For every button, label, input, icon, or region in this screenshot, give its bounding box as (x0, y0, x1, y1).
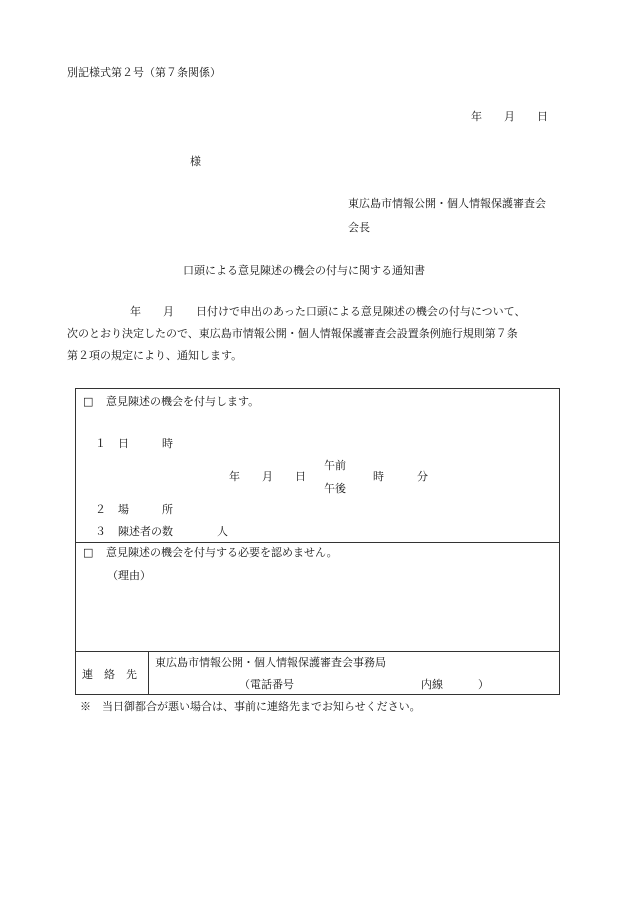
row-divider-grant (76, 542, 559, 543)
item3-number: ３ (95, 525, 106, 538)
contact-phone-label: （電話番号 (239, 678, 294, 691)
body-line-3: 第２項の規定により、通知します。 (67, 349, 243, 362)
body-line-1: 年 月 日付けで申出のあった口頭による意見陳述の機会の付与について、 (130, 305, 526, 318)
am-label: 午前 (324, 459, 346, 472)
contact-column-divider (148, 651, 149, 694)
contact-extension-label: 内線 (421, 678, 443, 691)
pm-label: 午後 (324, 482, 346, 495)
grant-checkbox[interactable]: □ (83, 395, 94, 408)
recipient-suffix: 様 (190, 155, 201, 168)
time-hm: 時 分 (373, 470, 428, 483)
deny-label: 意見陳述の機会を付与する必要を認めません。 (106, 546, 338, 559)
item3-unit: 人 (217, 525, 228, 538)
sender-organization: 東広島市情報公開・個人情報保護審査会 (348, 197, 546, 210)
item3-label: 陳述者の数 (118, 525, 173, 538)
contact-close-paren: ） (478, 678, 489, 691)
sender-title: 会長 (348, 221, 370, 234)
footnote: ※ 当日御都合が悪い場合は、事前に連絡先までお知らせください。 (80, 700, 421, 713)
item1-label: 日 時 (118, 437, 173, 450)
document-title: 口頭による意見陳述の機会の付与に関する通知書 (183, 264, 425, 277)
decision-table (75, 388, 560, 695)
item1-number: １ (95, 437, 106, 450)
contact-office: 東広島市情報公開・個人情報保護審査会事務局 (155, 656, 386, 669)
reason-label: （理由） (107, 569, 151, 582)
body-line-2: 次のとおり決定したので、東広島市情報公開・個人情報保護審査会設置条例施行規則第７条 (67, 327, 518, 340)
contact-label: 連 絡 先 (82, 668, 137, 681)
grant-label: 意見陳述の機会を付与します。 (106, 395, 260, 408)
deny-checkbox[interactable]: □ (83, 546, 94, 559)
item2-label: 場 所 (118, 503, 173, 516)
date-ymd: 年 月 日 (229, 470, 306, 483)
item2-number: ２ (95, 503, 106, 516)
date-line: 年 月 日 (471, 110, 548, 123)
form-label: 別記様式第２号（第７条関係） (67, 66, 221, 79)
